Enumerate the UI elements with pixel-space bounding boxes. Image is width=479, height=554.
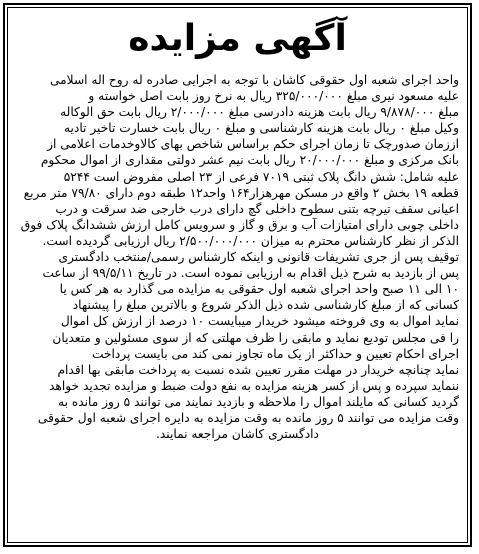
notice-line: بانک مرکزی و مبلغ ۲۰/۰۰۰/۰۰۰ ریال بابت نیم عشر دولتی مقداری از اموال محکوم bbox=[40, 153, 459, 168]
notice-line: اعیانی سقف تیرچه بتنی سطوح داخلی گچ دارای درب خارجی ضد سرقت و درب bbox=[55, 201, 459, 216]
notice-line: وکیل مبلغ ۰ ریال بابت هزینه کارشناسی و مبلغ ۰ ریال بابت خسارت تاخیر تادیه bbox=[63, 121, 459, 136]
notice-line: اجرای احکام تعیین و حداکثر از یک ماه تجاوز نمی کند می بایست پرداخت bbox=[91, 346, 459, 361]
notice-line: کسانی که از مبلغ کارشناسی شده ذیل الذکر شروع و بالاترین مبلغ را پیشنهاد bbox=[72, 298, 459, 313]
notice-line: دادگستری کاشان مراجعه نمایند. bbox=[156, 427, 319, 442]
notice-line: قطعه ۱۹ بخش ۲ واقع در مسکن مهرهزار۱۶۴ واحد۱۲ طبقه دوم دارای ۷۹/۸۰ متر مربع bbox=[23, 185, 459, 200]
notice-line: توقیف پس از جری تشریفات قانونی و اینکه کارشناس رسمی/منتخب دادگستری bbox=[58, 250, 459, 265]
notice-line: را فی مجلس تودیع نماید و مابقی را ظرف مهلتی که از سوی مسئولین و متعدیان bbox=[52, 330, 459, 345]
notice-inner-frame bbox=[7, 7, 468, 543]
notice-line: گردید کسانی که مایلند اموال را ملاحظه و بازدید نمایند می توانند ۵ روز مانده به bbox=[58, 394, 459, 409]
notice-line: مبلغ ۹/۸۷۸/۰۰۰ ریال بابت هزینه دادرسی مبلغ ۲/۰۰۰/۰۰۰ ریال بابت حق الوکاله bbox=[60, 105, 459, 120]
notice-line: اززمان صدورچک تا زمان اجرای حکم براساس شاخص بهای کالاوخدمات اعلامی از bbox=[47, 137, 459, 152]
notice-line: نماید اموال به وی فروخته میشود خریدار میبایست ۱۰ درصد از ارزش کل اموال bbox=[60, 314, 459, 329]
notice-line: الذکر از نظر کارشناس محترم به میزان ۲/۵۰۰/۰۰۰/۰۰۰ ریال ارزیابی گردیده است. bbox=[42, 233, 459, 248]
notice-line: داخلی چوبی دارای امتیازات آب و برق و گاز و سرویس کامل ارزش ششدانگ پلاک فوق bbox=[20, 217, 459, 232]
auction-notice bbox=[3, 3, 472, 547]
notice-line: علیه شامل: شش دانگ پلاک ثبتی ۷۰۱۹ فرعی از ۲۳ اصلی مفروض است ۵۲۴۴ bbox=[63, 169, 459, 184]
notice-title: آگهی مزایده bbox=[128, 18, 347, 59]
notice-body bbox=[16, 72, 459, 518]
notice-line: واحد اجرای شعبه اول حقوقی کاشان با توجه به اجرایی صادره له روح اله اسلامی bbox=[49, 73, 459, 87]
notice-line: پس از بازدید به شرح ذیل اقدام به ارزیابی نموده است. در تاریخ ۹۹/۵/۱۱ از ساعت bbox=[42, 266, 459, 281]
notice-line: ۱۰ الی ۱۱ صبح واحد اجرای شعبه اول حقوقی به مزایده می گذارد به هر کس یا bbox=[59, 282, 459, 297]
notice-line: علیه مسعود نیری مبلغ ۳۲۵/۰۰۰/۰۰۰ ریال به نرخ روز بابت اصل خواسته و bbox=[88, 89, 459, 104]
notice-line: ننماید سپرده و پس از کسر هزینه مزایده به نفع دولت ضبط و مزایده تجدید خواهد bbox=[49, 378, 459, 393]
notice-line: نماید چنانچه خریدار در مهلت مقرر تعیین شده نسبت به پرداخت مابقی بها اقدام bbox=[57, 362, 459, 377]
notice-line: وقت مزایده می توانند ۵ روز مانده به وقت مزایده به دایره اجرای شعبه اول حقوقی bbox=[37, 410, 459, 425]
